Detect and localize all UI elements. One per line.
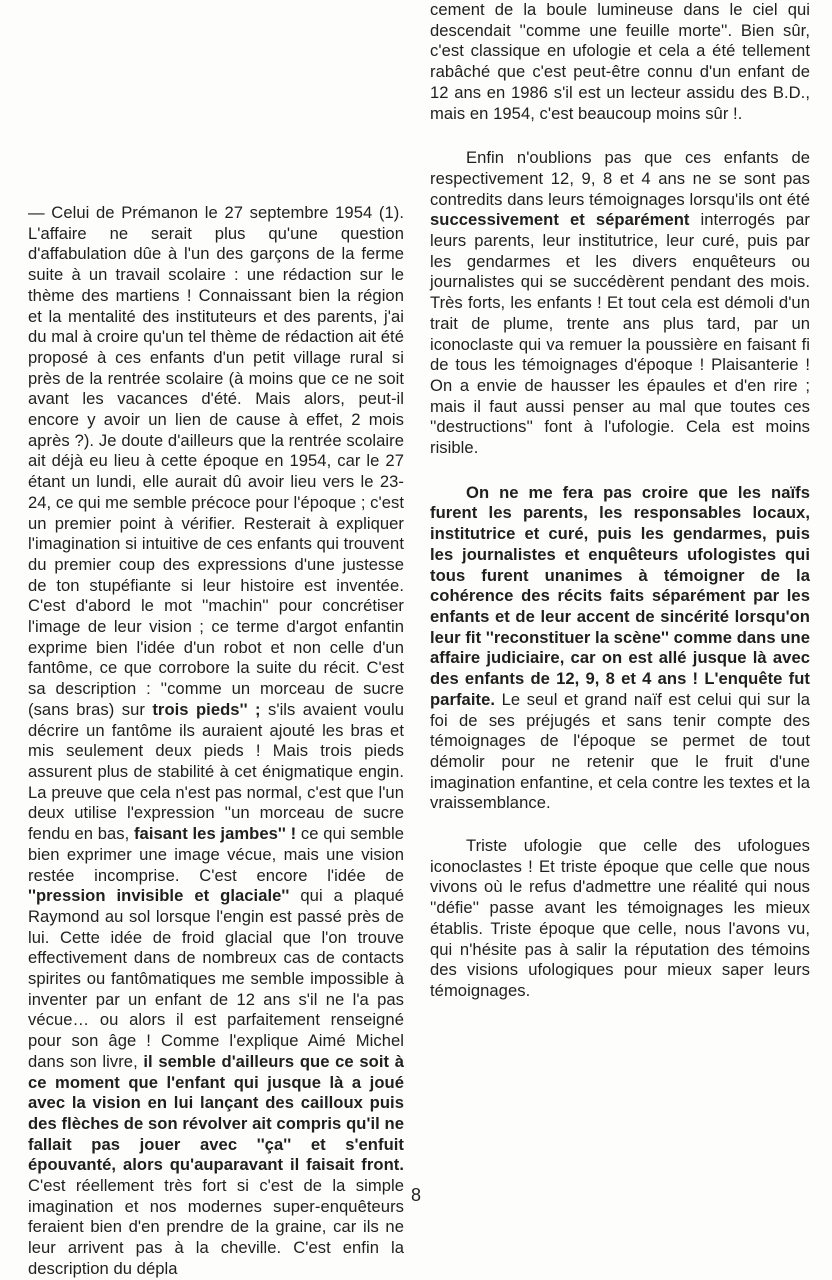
- bold-text-run: On ne me fera pas croire que les naïfs furent les parents, les responsables locaux, institutrice et curé, puis les gendarmes, puis les journalistes et enquêteurs ufologistes qui tous furent unanimes à témoigner de la cohérence des récits faits séparément par les enfants et de leur accent de sincérité lorsqu'on leur fit ''reconstituer la scène'' comme dans une affaire judiciaire, car on est allé jusque là avec des enfants de 12, 9, 8 et 4 ans ! L'enquête fut parfaite.: [430, 482, 810, 709]
- left-paragraph: [28, 203, 404, 1280]
- text-run: qui a plaqué Raymond au sol lorsque l'engin est passé près de lui. Cette idée de froid glacial que l'on trouve effectivement dans de nombreux cas de contacts spirites ou fantômatiques me semble impossible à inventer par un enfant de 12 ans s'il ne l'a pas vécue… ou alors il est parfaitement renseigné pour son âge ! Comme l'explique Aimé Michel dans son livre,: [28, 886, 405, 1071]
- bold-text-run: faisant les jambes'' !: [133, 824, 297, 844]
- text-run: Triste ufologie que celle des ufologues iconoclastes ! Et triste époque que celle que nous vivons où le refus d'admettre une réalité qui nous ''défie'' passe avant les témoignages les mieux établis. Triste époque que celle, nous l'avons vu, qui n'hésite pas à salir la réputation des témoins des visions ufologiques pour mieux saper leurs témoignages.: [430, 836, 810, 1000]
- right-paragraph-3: [430, 483, 810, 814]
- text-run: Le seul et grand naïf est celui qui sur la foi de ses préjugés et sans tenir compte des témoignages de l'époque se permet de tout démolir pour ne retenir que le fruit d'une imagination enfantine, et cela contre les textes et la vraissemblance.: [430, 689, 810, 813]
- right-paragraph-2: [430, 148, 810, 459]
- right-paragraph-1: [430, 0, 810, 124]
- text-run: s'ils avaient voulu décrire un fantôme ils auraient ajouté les bras et mis seulement deux pieds ! Mais trois pieds assurent plus de stabilité à cet énigmatique engin. La preuve que cela n'est pas normal, c'est que l'un deux utilise l'expression ''un morceau de sucre fendu en bas,: [28, 699, 405, 844]
- text-run: — Celui de Prémanon le 27 septembre 1954 (1). L'affaire ne serait plus qu'une question d'affabulation dûe à l'un des garçons de la ferme suite à un travail scolaire : une rédaction sur le thème des martiens ! Connaissant bien la région et la mentalité des instituteurs et des parents, j'ai du mal à croire qu'un tel thème de rédaction ait été proposé à ces enfants d'un petit village rural si près de la rentrée scolaire (à moins que ce ne soit avant les vacances d'été. Mais alors, peut-il encore y avoir un lien de cause à effet, 2 mois après ?). Je doute d'ailleurs que la rentrée scolaire ait déjà eu lieu à cette époque en 1954, car le 27 étant un lundi, elle aurait dû avoir lieu vers le 23-24, ce qui me semble précoce pour l'époque ; c'est un premier point à vérifier. Resterait à expliquer l'imagination si intuitive de ces enfants qui trouvent du premier coup des expressions d'une justesse de ton stupéfiante si leur histoire est inventée. C'est d'abord le mot ''machin'' pour concrétiser l'image de leur vision ; ce terme d'argot enfantin exprime bien l'idée d'un robot et non celle d'un fantôme, ce que corrobore la suite du récit. C'est sa description : ''comme un morceau de sucre (sans bras) sur: [28, 203, 404, 719]
- bold-text-run: il semble d'ailleurs que ce soit à ce moment que l'enfant qui jusque là a joué avec la vision en lui lançant des cailloux puis des flèches de son révolver ait compris qu'il ne fallait pas jouer avec ''ça'' et s'enfuit épouvanté, alors qu'auparavant il faisait front.: [28, 1051, 404, 1175]
- text-run: Enfin n'oublions pas que ces enfants de respectivement 12, 9, 8 et 4 ans ne se sont pas contredits dans leurs témoignages lorsqu'ils ont été: [430, 148, 810, 209]
- right-paragraph-4: [430, 836, 810, 1002]
- page-number: 8: [410, 1185, 421, 1205]
- bold-text-run: trois pieds'' ;: [152, 699, 261, 719]
- bold-text-run: successivement et séparément: [430, 210, 690, 230]
- left-column: [28, 203, 404, 1280]
- text-run: interrogés par leurs parents, leur institutrice, leur curé, puis par les gendarmes et les divers enquêteurs ou journalistes qui se succédèrent pendant des mois. Très forts, les enfants ! Et tout cela est démoli d'un trait de plume, trente ans plus tard, par un iconoclaste qui va remuer la poussière en faisant fi de tous les témoignages d'époque ! Plaisanterie ! On a envie de hausser les épaules et d'en rire ; mais il faut aussi penser au mal que toutes ces ''destructions'' font à l'ufologie. Cela est moins risible.: [430, 210, 810, 458]
- text-run: C'est réellement très fort si c'est de la simple imagination et nos modernes super-enquêteurs feraient bien d'en prendre de la graine, car ils ne leur arrivent pas à la cheville. C'est enfin la description du dépla: [28, 1176, 404, 1278]
- bold-text-run: ''pression invisible et glaciale'': [28, 886, 290, 906]
- text-run: ce qui semble bien exprimer une image vécue, mais une vision restée incomprise. C'est encore l'idée de: [28, 824, 404, 885]
- right-column: [430, 0, 810, 1002]
- text-run: cement de la boule lumineuse dans le ciel qui descendait ''comme une feuille morte''. Bien sûr, c'est classique en ufologie et cela a été tellement rabâché que c'est peut-être connu d'un enfant de 12 ans en 1986 s'il est un lecteur assidu des B.D., mais en 1954, c'est beaucoup moins sûr !.: [430, 0, 810, 123]
